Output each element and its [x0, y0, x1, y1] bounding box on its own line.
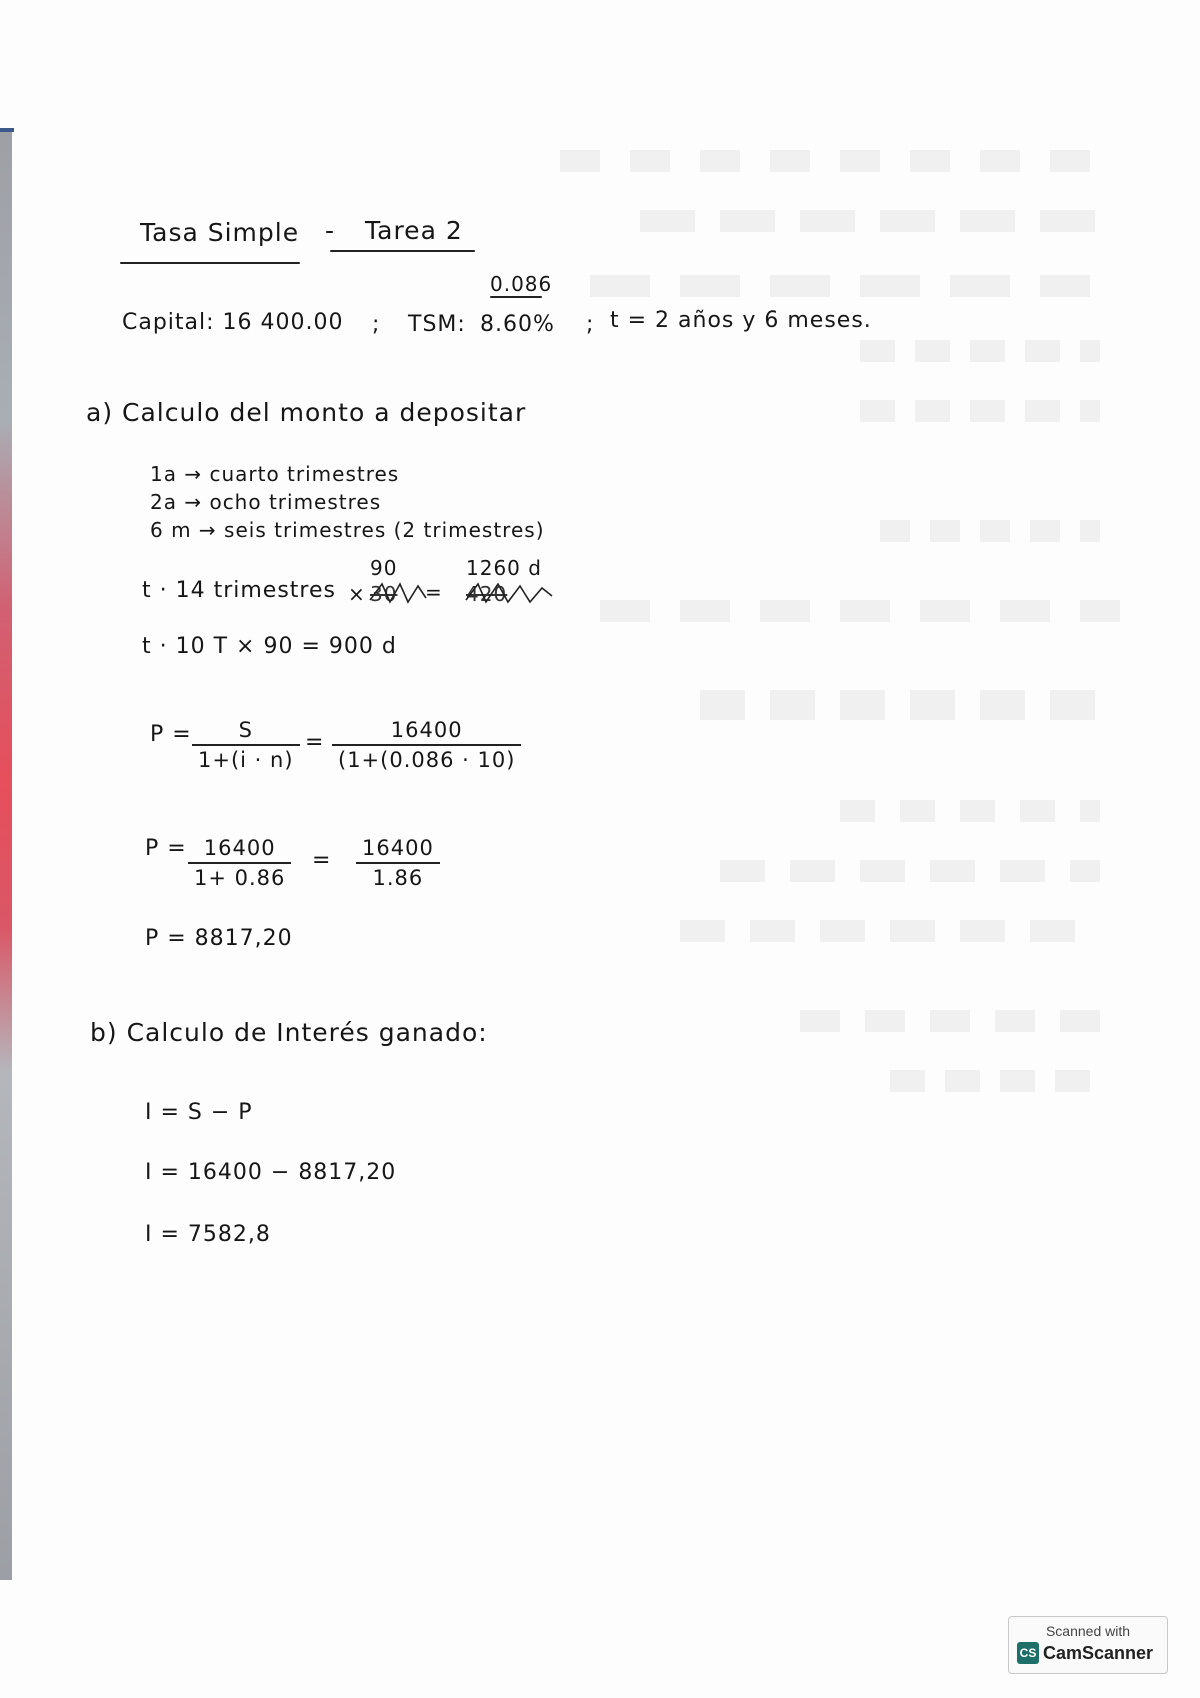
formula-fraction-values — [332, 718, 521, 772]
formula-fraction-simplified — [356, 836, 440, 890]
formula-fraction-general — [192, 718, 300, 772]
time-text: t = 2 años y 6 meses. — [610, 308, 872, 333]
separator: ; — [372, 312, 381, 337]
bleed-through-mark — [680, 920, 1100, 942]
capital-text: Capital: 16 400.00 — [122, 310, 344, 335]
formula-eq: = — [312, 848, 332, 873]
fraction-denominator: 1+ 0.86 — [194, 866, 286, 890]
fraction-denominator: 1+(i · n) — [198, 748, 294, 772]
watermark-brand-row — [1017, 1642, 1159, 1664]
t1-result: 1260 d — [466, 556, 542, 580]
t1-crossed-result: 420 — [466, 582, 508, 606]
bleed-through-mark — [590, 275, 1090, 297]
bleed-through-mark — [560, 150, 1120, 172]
bleed-through-mark — [600, 600, 1120, 622]
bleed-through-mark — [860, 340, 1100, 362]
t1-times: × — [348, 582, 366, 606]
tsm-label: TSM: — [408, 312, 466, 337]
fraction-numerator: S — [238, 718, 253, 742]
part-a-line: 1a → cuarto trimestres — [150, 462, 400, 486]
bleed-through-mark — [800, 1010, 1100, 1032]
bleed-through-mark — [860, 400, 1100, 422]
bleed-through-mark — [640, 210, 1100, 232]
tsm-decimal: 0.086 — [490, 272, 553, 296]
formula-lhs: P = — [150, 722, 192, 747]
title-right-underline — [330, 250, 475, 252]
part-b-line: I = 7582,8 — [145, 1222, 271, 1247]
part-a-line: 6 m → seis trimestres (2 trimestres) — [150, 518, 545, 542]
part-b-heading: b) Calculo de Interés ganado: — [90, 1018, 488, 1047]
fraction-denominator: 1.86 — [372, 866, 424, 890]
scan-binding-edge — [0, 130, 12, 1580]
bleed-through-mark — [700, 690, 1100, 720]
part-b-line: I = S − P — [145, 1100, 253, 1125]
scribble-mark — [464, 580, 554, 608]
t1-eq: = — [425, 580, 443, 604]
title-left-underline — [120, 262, 300, 264]
fraction-denominator: (1+(0.086 · 10) — [338, 748, 516, 772]
t1-left: t · 14 trimestres — [142, 578, 336, 603]
fraction-numerator: 16400 — [203, 836, 276, 860]
title-right: Tarea 2 — [365, 216, 463, 245]
formula-lhs: P = — [145, 836, 187, 861]
bleed-through-mark — [840, 800, 1100, 822]
part-b-line: I = 16400 − 8817,20 — [145, 1160, 397, 1185]
title-dash: - — [325, 216, 336, 245]
camscanner-logo-icon: CS — [1017, 1642, 1039, 1664]
fraction-numerator: 16400 — [362, 836, 434, 860]
t1-over: 90 — [370, 556, 398, 580]
part-a-heading: a) Calculo del monto a depositar — [86, 398, 527, 427]
bleed-through-mark — [880, 520, 1100, 542]
fraction-numerator: 16400 — [390, 718, 463, 742]
title-left: Tasa Simple — [140, 218, 300, 247]
camscanner-watermark — [1008, 1616, 1168, 1674]
formula-fraction-step — [188, 836, 291, 890]
bleed-through-mark — [890, 1070, 1100, 1092]
watermark-top-text: Scanned with — [1045, 1623, 1131, 1639]
tsm-decimal-underline — [490, 296, 542, 298]
watermark-brand-text: CamScanner — [1043, 1642, 1154, 1663]
scribble-mark — [368, 578, 428, 608]
tsm-value: 8.60% — [480, 312, 555, 337]
t1-crossed-mult: 30 — [370, 582, 398, 606]
bleed-through-mark — [720, 860, 1100, 882]
scan-edge-corner — [0, 128, 14, 132]
separator: ; — [586, 312, 595, 337]
formula-eq: = — [305, 730, 325, 755]
part-a-result: P = 8817,20 — [145, 926, 293, 951]
t2-line: t · 10 T × 90 = 900 d — [142, 634, 397, 659]
part-a-line: 2a → ocho trimestres — [150, 490, 382, 514]
